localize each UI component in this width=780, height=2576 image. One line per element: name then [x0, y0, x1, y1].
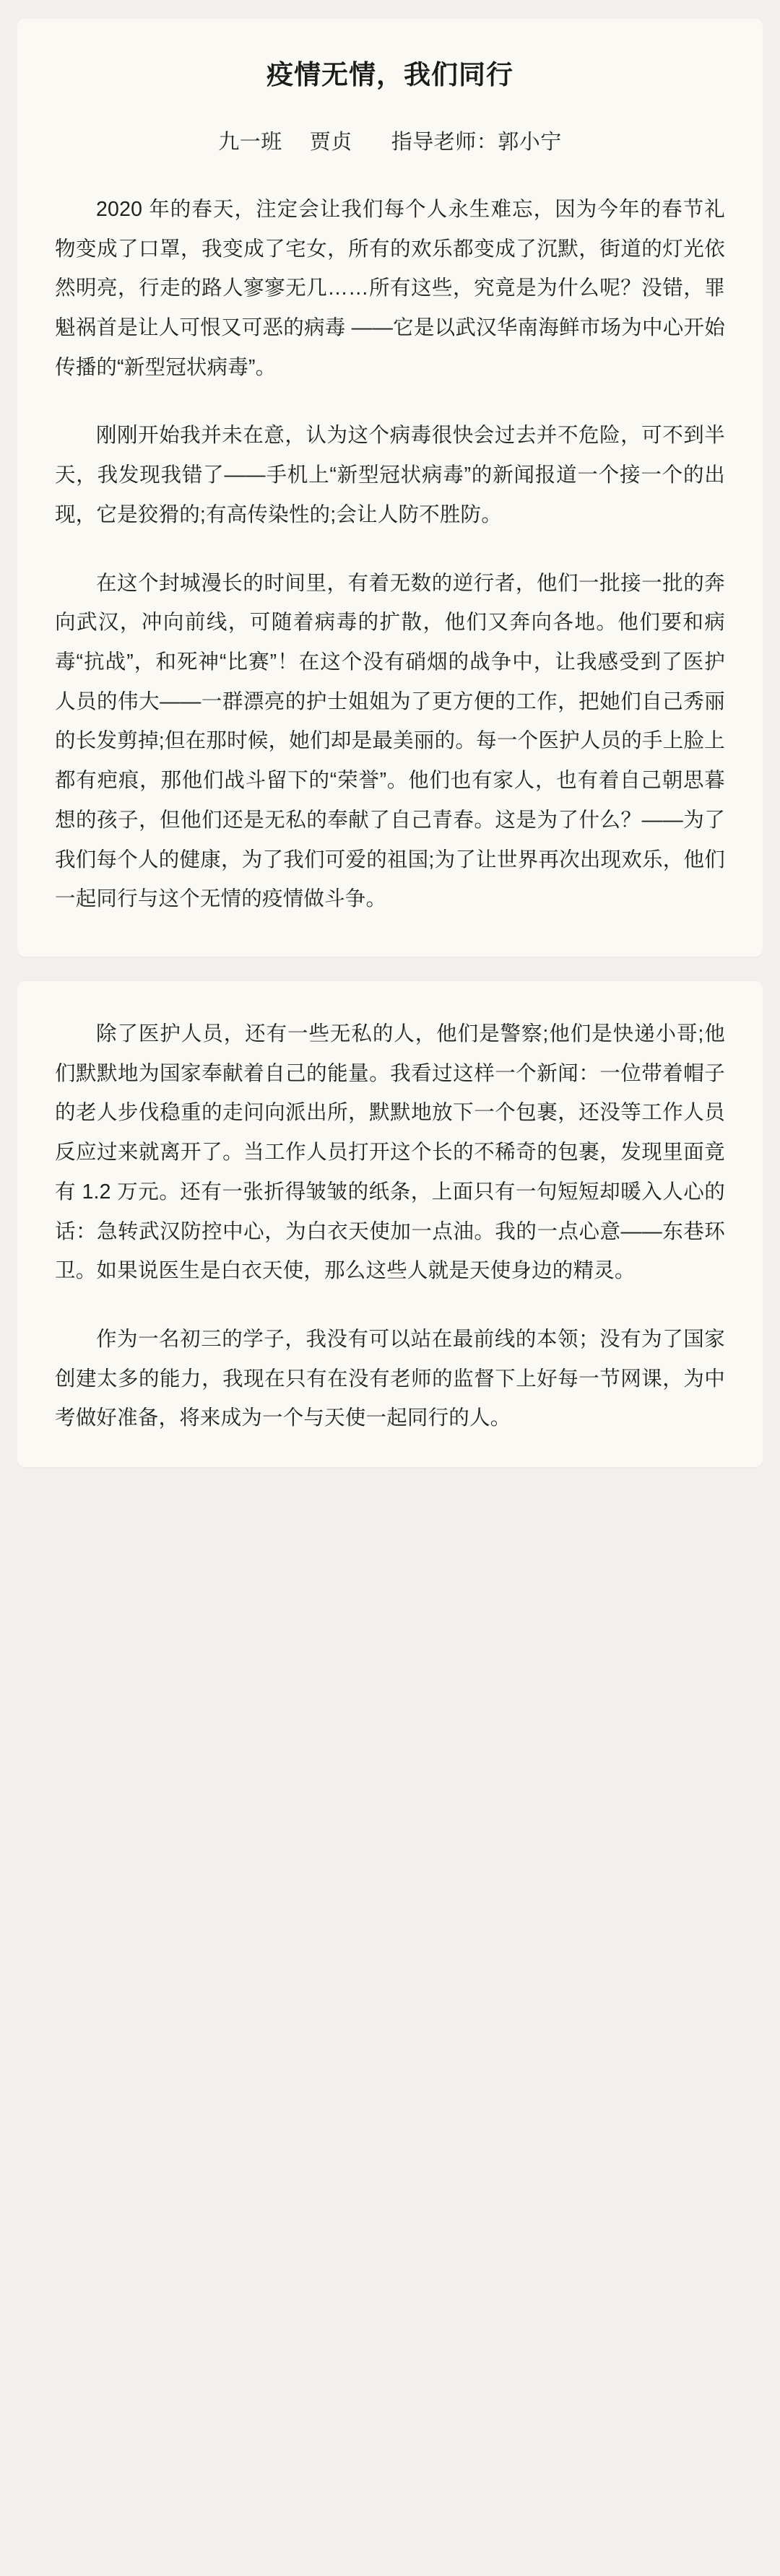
- article-card-one: [17, 19, 763, 957]
- paragraph: 除了医护人员，还有一些无私的人，他们是警察;他们是快递小哥;他们默默地为国家奉献着自己的能量。我看过这样一个新闻：一位带着帽子的老人步伐稳重的走问向派出所，默默地放下一个包裹，还没等工作人员反应过来就离开了。当工作人员打开这个长的不稀奇的包裹，发现里面竟有 1.2 万元。还有一张折得皱皱的纸条，上面只有一句短短却暖入人心的话：急转武汉防控中心，为白衣天使加一点油。我的一点心意——东巷环卫。如果说医生是白衣天使，那么这些人就是天使身边的精灵。: [55, 1022, 725, 1283]
- page-title: 疫情无情，我们同行: [266, 60, 514, 90]
- byline-author: 贾贞: [309, 130, 352, 154]
- paragraph: 作为一名初三的学子，我没有可以站在最前线的本领；没有为了国家创建太多的能力，我现在只有在没有老师的监督下上好每一节网课，为中考做好准备，将来成为一个与天使一起同行的人。: [55, 1328, 725, 1430]
- paragraph: 刚刚开始我并未在意，认为这个病毒很快会过去并不危险，可不到半天，我发现我错了——手机上“新型冠状病毒”的新闻报道一个接一个的出现，它是狡猾的;有高传染性的;会让人防不胜防。: [55, 424, 725, 526]
- byline-teacher: 指导老师：郭小宁: [391, 130, 562, 154]
- byline-class: 九一班: [218, 130, 282, 154]
- paragraph: 在这个封城漫长的时间里，有着无数的逆行者，他们一批接一批的奔向武汉，冲向前线，可随着病毒的扩散，他们又奔向各地。他们要和病毒“抗战”，和死神“比赛”！在这个没有硝烟的战争中，让我感受到了医护人员的伟大——一群漂亮的护士姐姐为了更方便的工作，把她们自己秀丽的长发剪掉;但在那时候，她们却是最美丽的。每一个医护人员的手上脸上都有疤痕，那他们战斗留下的“荣誉”。他们也有家人，也有着自己朝思暮想的孩子，但他们还是无私的奉献了自己青春。这是为了什么？——为了我们每个人的健康，为了我们可爱的祖国;为了让世界再次出现欢乐，他们一起同行与这个无情的疫情做斗争。: [55, 571, 725, 911]
- byline: [55, 126, 725, 155]
- article-card-two: [17, 981, 763, 1467]
- paragraph: 2020 年的春天，注定会让我们每个人永生难忘，因为今年的春节礼物变成了口罩，我变成了宅女，所有的欢乐都变成了沉默，街道的灯光依然明亮，行走的路人寥寥无几……所有这些，究竟是为什么呢？没错，罪魁祸首是让人可恨又可恶的病毒 ——它是以武汉华南海鲜市场为中心开始传播的“新型冠状病毒”。: [55, 197, 725, 379]
